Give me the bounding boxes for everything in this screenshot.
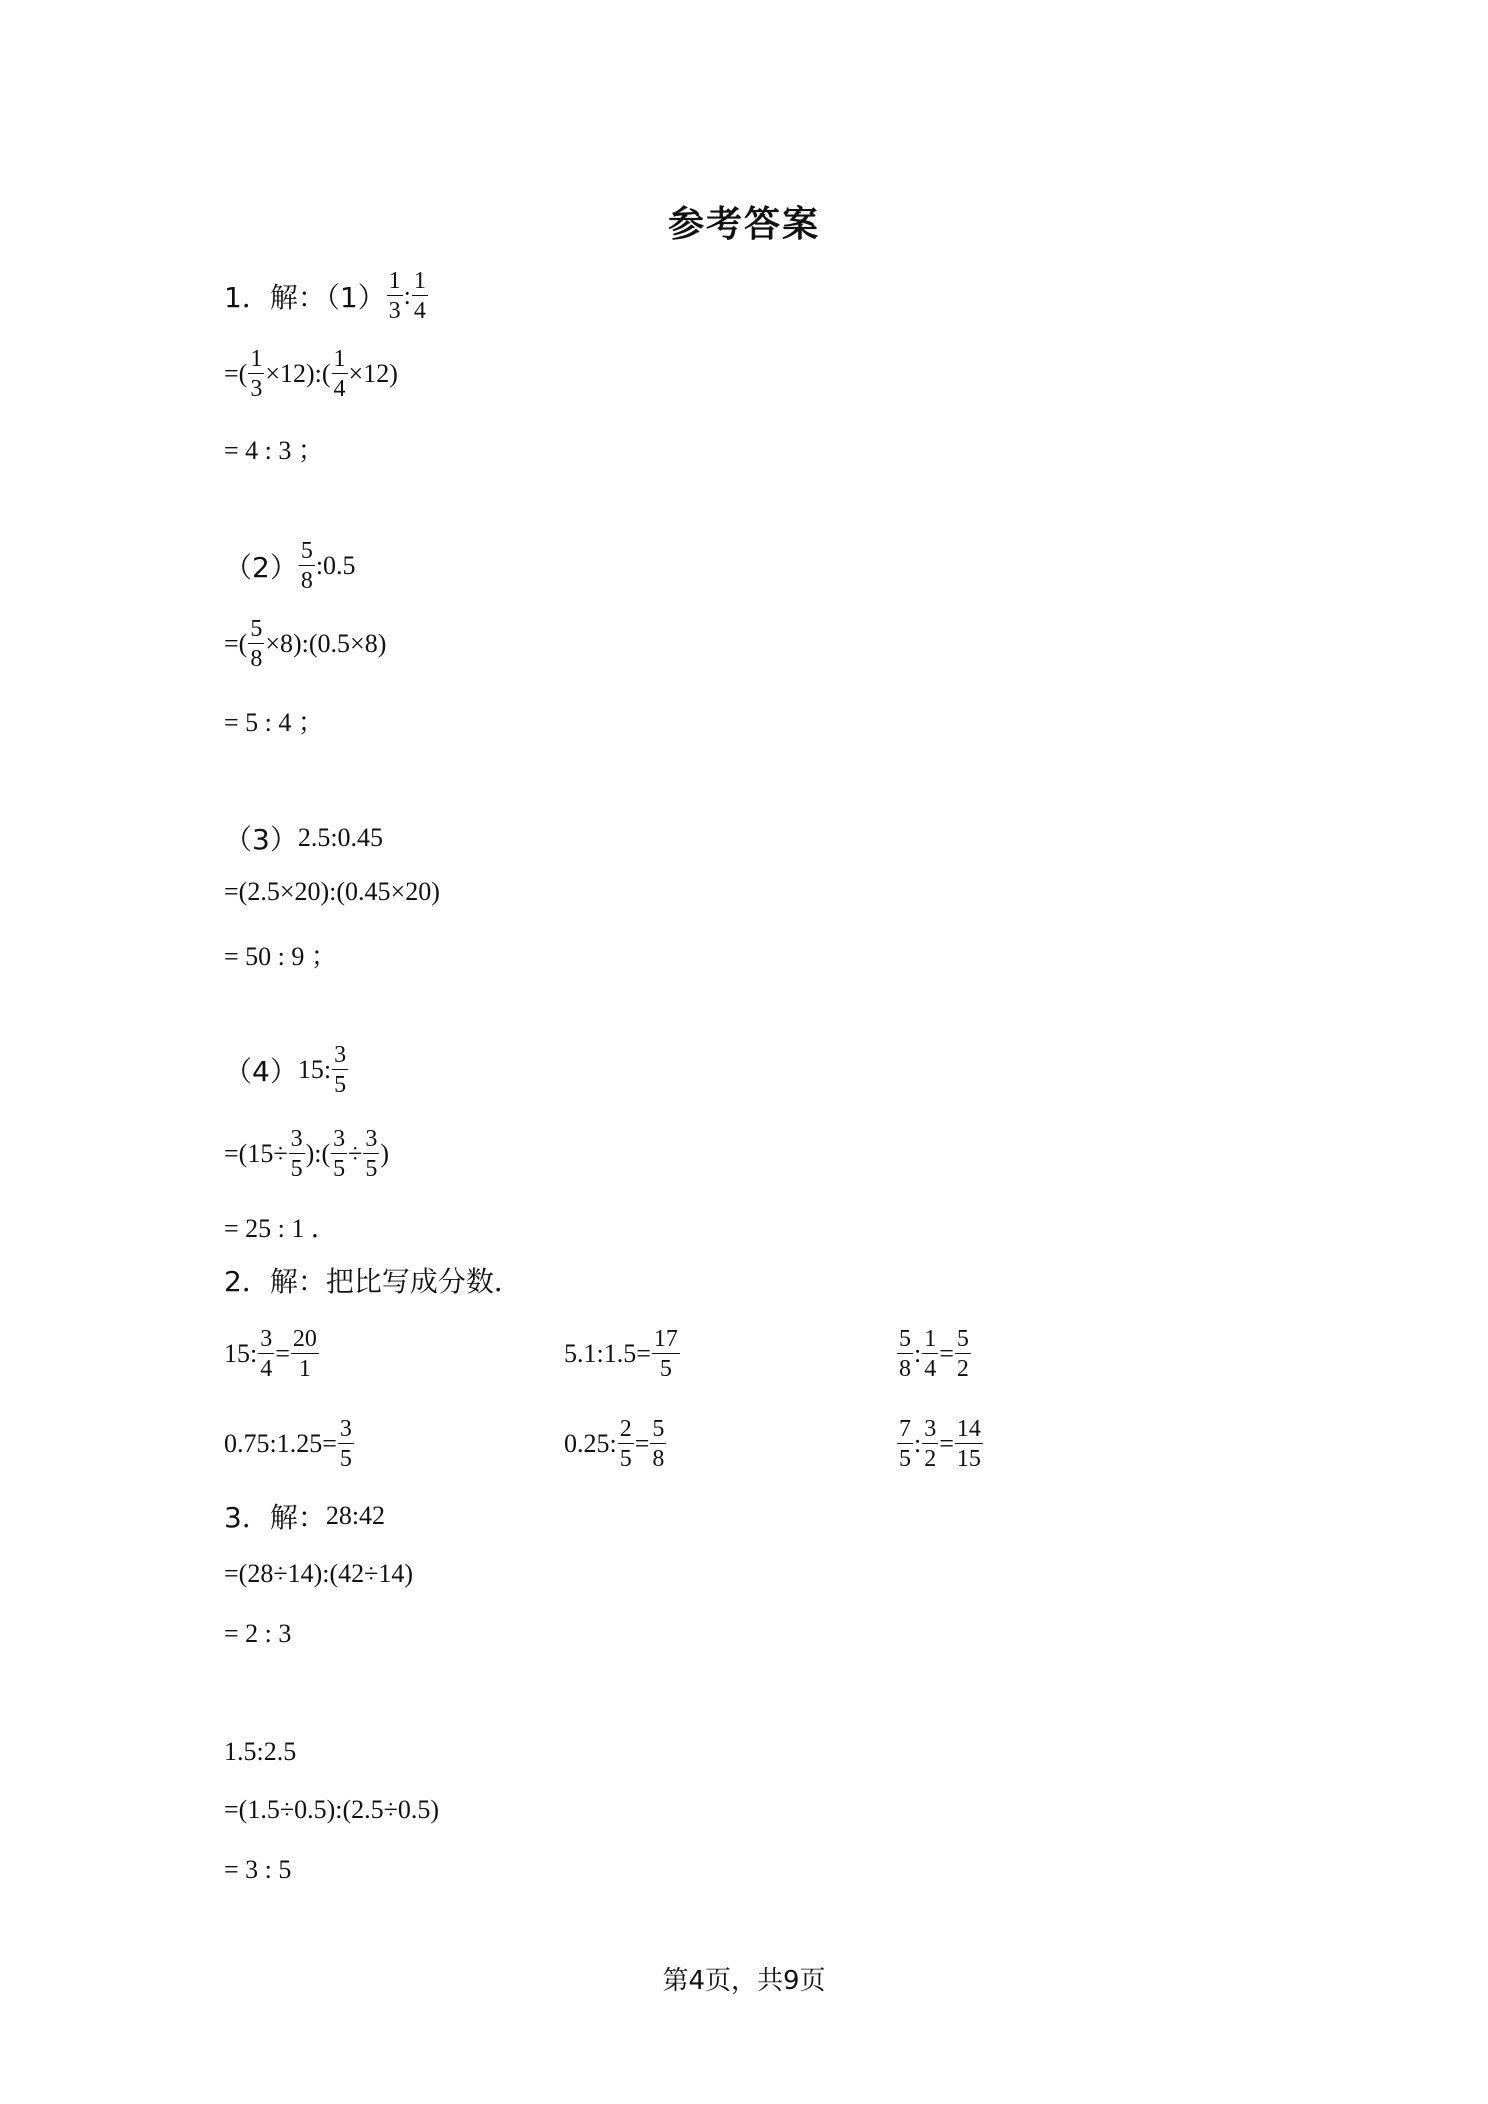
fraction: $\frac{1}{4}$ [924,1326,937,1382]
q1-part1-result: = 4 : 3 ； [224,435,324,465]
q1-part4-expression: （4） 15: $\frac{3}{5}$ [224,1042,347,1098]
q1-part3-step1: =(2.5×20):(0.45×20) [224,877,440,906]
fraction: $\frac{7}{5}$ [899,1416,911,1472]
fraction: $\frac{3}{2}$ [924,1416,937,1472]
q3-second-result: = 3 : 5 [224,1855,292,1884]
fraction: $\frac{1}{3}$ [388,268,401,324]
fraction: $\frac{5}{2}$ [956,1326,969,1382]
fraction: $\frac{1}{3}$ [250,346,263,402]
q1-part1-expression: 1．解：（1） $\frac{1}{3}$ : $\frac{1}{4}$ [224,268,426,324]
q2-row1-col3: $\frac{5}{8}$ : $\frac{1}{4}$ = $\frac{5}{2}$ [899,1326,969,1382]
q2-row2-col2: 0.25: $\frac{2}{5}$ = $\frac{5}{8}$ [564,1416,665,1472]
q2-row1-col1: 15: $\frac{3}{4}$ = $\frac{20}{1}$ [224,1326,317,1382]
fraction: $\frac{17}{5}$ [653,1326,678,1382]
q2-row1-col2: 5.1:1.5= $\frac{17}{5}$ [564,1326,678,1382]
q3-header: 3．解： [224,1501,326,1534]
q1-part4-step1: =(15÷ $\frac{3}{5}$ ):( $\frac{3}{5}$ ÷ $\frac{3}{5}$ ) [224,1126,390,1182]
q1-part2-result: = 5 : 4 ； [224,707,324,737]
q1-part3-result: = 50 : 9 ； [224,941,337,971]
q1-header: 1．解：（1） [224,281,386,314]
fraction: $\frac{5}{8}$ [899,1326,911,1382]
fraction: $\frac{3}{5}$ [290,1126,303,1182]
fraction: $\frac{3}{4}$ [260,1326,273,1382]
fraction: $\frac{1}{4}$ [413,268,426,324]
q1-part2-expression: （2） $\frac{5}{8}$ :0.5 [224,538,356,594]
q1-part1-step1: =( $\frac{1}{3}$ ×12):( $\frac{1}{4}$ ×12) [224,346,398,402]
fraction: $\frac{5}{8}$ [250,616,263,672]
fraction: $\frac{5}{8}$ [652,1416,665,1472]
q3-second-step1: =(1.5÷0.5):(2.5÷0.5) [224,1795,440,1824]
fraction: $\frac{3}{5}$ [365,1126,378,1182]
q3-result: = 2 : 3 [224,1619,292,1648]
q1-part4-result: = 25 : 1 ． [224,1213,337,1243]
fraction: $\frac{5}{8}$ [300,538,313,594]
q3-expression: 3．解： 28:42 [224,1486,385,1546]
q2-row2-col3: $\frac{7}{5}$ : $\frac{3}{2}$ = $\frac{14}{15}$ [899,1416,981,1472]
q3-step1: =(28÷14):(42÷14) [224,1559,414,1588]
q2-row2-col1: 0.75:1.25= $\frac{3}{5}$ [224,1416,352,1472]
q1-part2-step1: =( $\frac{5}{8}$ ×8):(0.5×8) [224,616,387,672]
fraction: $\frac{3}{5}$ [334,1042,347,1098]
fraction: $\frac{2}{5}$ [619,1416,632,1472]
page-title: 参考答案 [667,204,820,245]
fraction: $\frac{3}{5}$ [333,1126,346,1182]
fraction: $\frac{14}{15}$ [956,1416,981,1472]
q3-second-expression: 1.5:2.5 [224,1737,297,1766]
page-number: 第4页，共9页 [662,1966,826,1996]
fraction: $\frac{20}{1}$ [292,1326,317,1382]
q1-part3-expression: （3） 2.5:0.45 [224,823,384,856]
fraction: $\frac{1}{4}$ [333,346,346,402]
fraction: $\frac{3}{5}$ [339,1416,352,1472]
q2-header: 2．解：把比写成分数． [224,1265,522,1298]
